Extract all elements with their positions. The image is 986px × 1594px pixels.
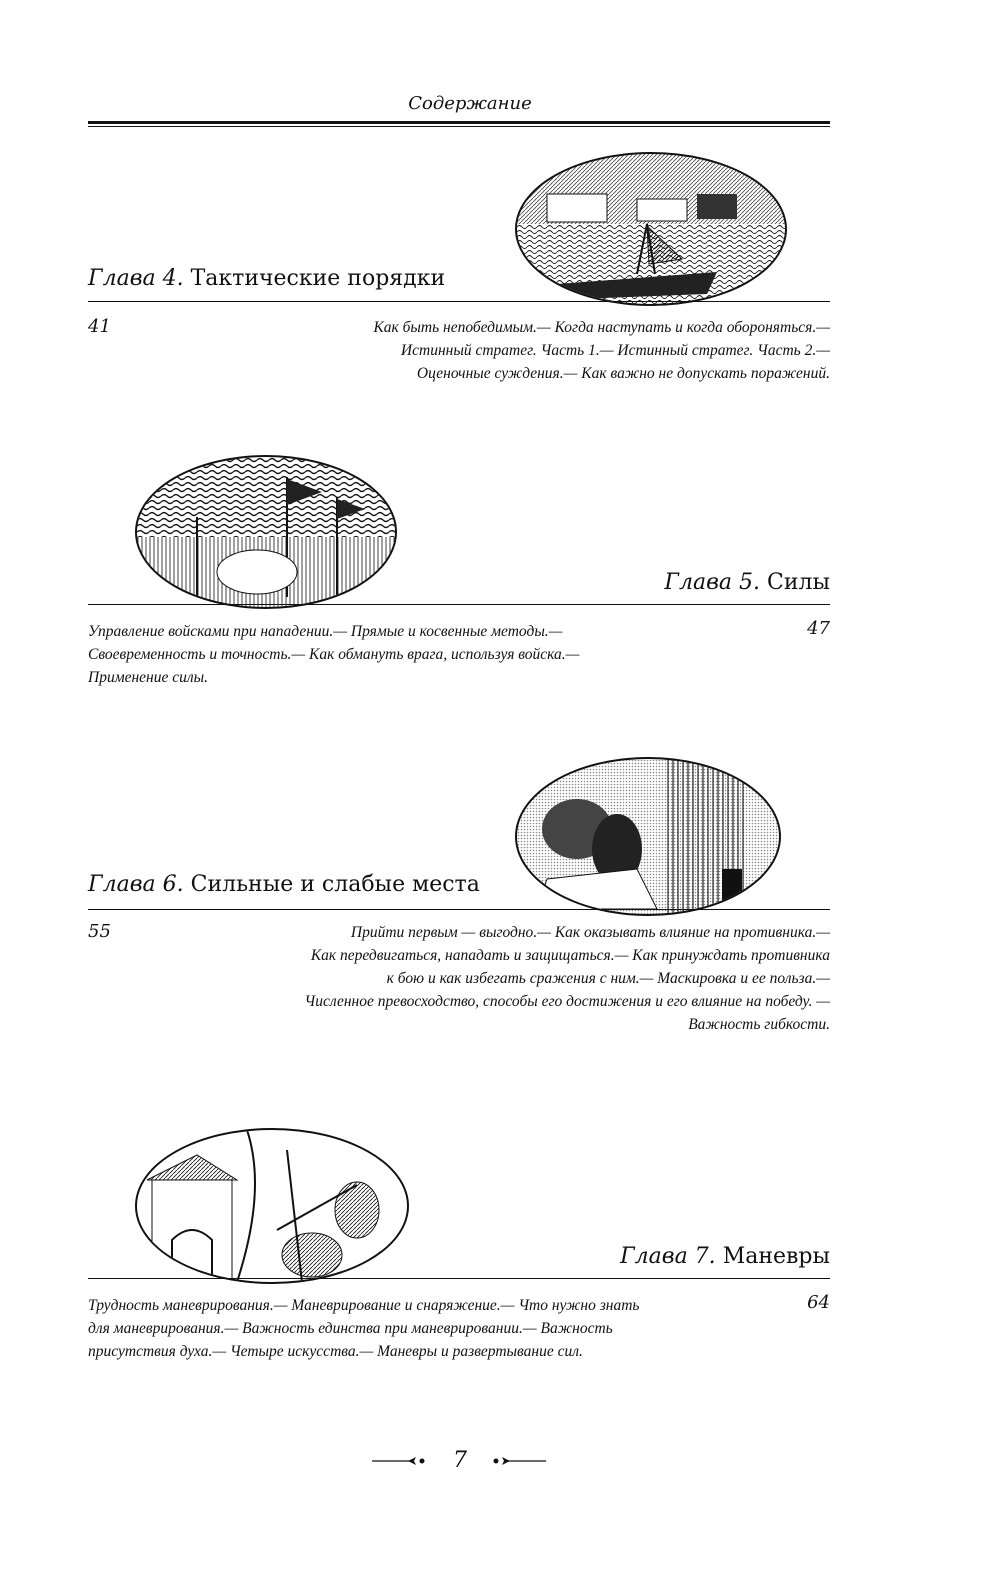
chapter-4-label: Глава 4.: [88, 266, 184, 291]
chapter-6-line-1: Прийти первым — выгодно.— Как оказывать влияние на противника.—: [350, 924, 830, 941]
chapter-6-title: [88, 872, 480, 898]
chapter-5-line-2: Своевременность и точность.— Как обмануть врага, используя войска.—: [88, 646, 580, 663]
battle-fortress-engraving-icon: [135, 1128, 409, 1284]
chapter-5-description: [88, 620, 748, 689]
chapter-6-description: [170, 921, 830, 1036]
chapter-4-line-2: Истинный стратег. Часть 1.— Истинный стратег. Часть 2.—: [400, 342, 830, 359]
chapter-5-line-3: Применение силы.: [88, 669, 208, 686]
army-banners-engraving-icon: [135, 455, 397, 609]
chapter-7-name: Маневры: [722, 1244, 830, 1269]
chapter-7-line-1: Трудность маневрирования.— Маневрирование и снаряжение.— Что нужно знать: [88, 1297, 640, 1314]
chapter-7-label: Глава 7.: [620, 1244, 716, 1269]
chapter-4-name: Тактические порядки: [190, 266, 446, 291]
chapter-5-line-1: Управление войсками при нападении.— Прямые и косвенные методы.—: [88, 623, 563, 640]
chapter-5-page: 47: [807, 618, 830, 639]
chapter-6-line-2: Как передвигаться, нападать и защищаться.— Как принуждать противника: [310, 947, 830, 964]
forest-figures-engraving-icon: [515, 757, 781, 916]
chapter-6-name: Сильные и слабые места: [190, 872, 480, 897]
header-rule-thick: [88, 121, 830, 124]
chapter-7-rule: [88, 1278, 830, 1279]
chapter-5-rule: [88, 604, 830, 605]
chapter-4-line-3: Оценочные суждения.— Как важно не допускать поражений.: [416, 365, 830, 382]
chapter-6-line-3: к бою и как избегать сражения с ним.— Маскировка и ее польза.—: [386, 970, 830, 987]
chapter-6-line-5: Важность гибкости.: [688, 1016, 830, 1033]
chapter-5-label: Глава 5.: [664, 570, 761, 595]
page-header-title: Содержание: [408, 93, 532, 114]
river-boat-engraving-icon: [515, 152, 787, 306]
chapter-4-title: [88, 266, 445, 292]
chapter-4-description: [230, 316, 830, 385]
chapter-6-label: Глава 6.: [88, 872, 184, 897]
chapter-6-line-4: Численное превосходство, способы его достижения и его влияние на победу. —: [304, 993, 830, 1010]
chapter-6-rule: [88, 909, 830, 910]
chapter-7-page: 64: [807, 1292, 830, 1313]
footer-ornament-right-icon: [490, 1454, 550, 1468]
chapter-7-line-2: для маневрирования.— Важность единства при маневрировании.— Важность: [88, 1320, 613, 1337]
chapter-6-page: 55: [88, 921, 111, 942]
chapter-5-title: [640, 570, 830, 596]
chapter-4-page: 41: [88, 316, 111, 337]
header-rule-thin: [88, 126, 830, 127]
chapter-4-line-1: Как быть непобедимым.— Когда наступать и когда обороняться.—: [373, 319, 830, 336]
chapter-7-description: [88, 1294, 788, 1363]
chapter-7-title: [600, 1244, 830, 1270]
footer-page-number: 7: [453, 1448, 467, 1473]
chapter-5-name: Силы: [767, 570, 830, 595]
chapter-7-line-3: присутствия духа.— Четыре искусства.— Маневры и развертывание сил.: [88, 1343, 583, 1360]
chapter-4-rule: [88, 301, 830, 302]
